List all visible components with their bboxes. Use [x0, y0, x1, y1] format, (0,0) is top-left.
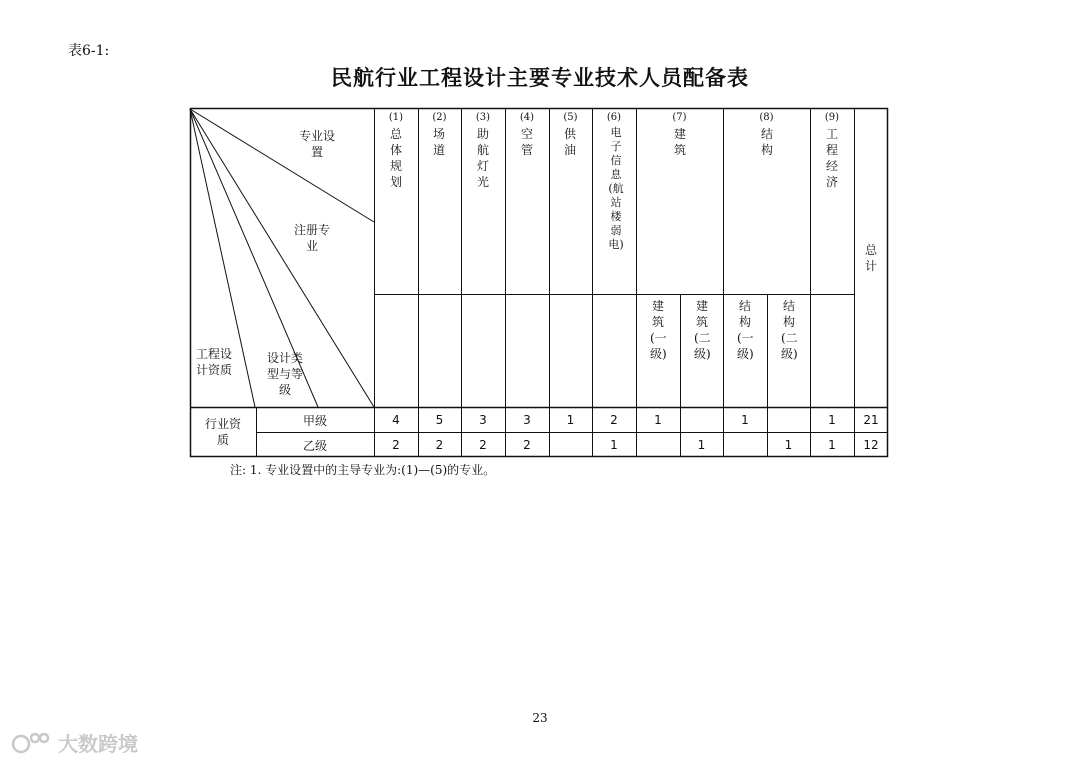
grade-b-cell: 2 [523, 438, 531, 452]
col-5-number: (5) [563, 112, 578, 123]
grade-a-cell: 2 [610, 413, 618, 427]
document-title: 民航行业工程设计主要专业技术人员配备表 [331, 66, 749, 90]
subcol-structure-grade2: 结构(二级) [781, 299, 798, 361]
col-2-number: (2) [432, 112, 447, 123]
col-4-number: (4) [519, 112, 535, 123]
grade-a-cell: 3 [523, 413, 531, 427]
col-3-name: 助航灯光 [476, 127, 489, 189]
row-grade-a-label: 甲级 [302, 414, 327, 428]
col-9-name: 工程经济 [825, 127, 838, 189]
col-9-number: (9) [824, 112, 840, 123]
grade-a-cell: 3 [479, 413, 487, 427]
watermark [10, 728, 138, 757]
table-note: 注: 1. 专业设置中的主导专业为:(1)—(5)的专业。 [230, 463, 496, 477]
total-header: 总计 [864, 243, 877, 273]
grade-a-cell: 1 [654, 413, 662, 427]
col-4-name: 空管 [520, 127, 533, 157]
diag-label-qualification: 工程设计资质 [196, 347, 233, 377]
grade-a-cell: 4 [392, 413, 400, 427]
diag-label-specialty-setting: 专业设置 [298, 129, 335, 159]
diag-label-registered-specialty: 注册专业 [293, 223, 330, 253]
grade-b-cell: 1 [610, 438, 618, 452]
col-8-number: (8) [759, 112, 774, 123]
grade-a-cell: 1 [566, 413, 575, 427]
subcol-architecture-grade1: 建筑(一级) [650, 299, 667, 361]
col-6-name: 电子信息(航站楼弱电) [608, 126, 624, 251]
grade-b-cell: 2 [435, 438, 444, 452]
grade-b-cell: 1 [828, 438, 836, 452]
grade-b-cell: 1 [784, 438, 793, 452]
grade-a-total: 21 [863, 413, 879, 427]
col-5-name: 供油 [563, 127, 576, 157]
grade-b-cell: 1 [697, 438, 706, 452]
row-grade-b-label: 乙级 [302, 439, 327, 453]
subcol-structure-grade1: 结构(一级) [737, 299, 754, 361]
grade-a-cell: 5 [435, 413, 444, 427]
col-1-name: 总体规划 [389, 127, 402, 189]
subcol-architecture-grade2: 建筑(二级) [694, 299, 711, 361]
diag-label-design-type-grade: 设计类型与等级 [266, 351, 303, 397]
col-7-name: 建筑 [673, 127, 686, 157]
watermark-text: 大数跨境 [58, 732, 138, 756]
grade-b-cell: 2 [392, 438, 400, 452]
col-6-number: (6) [606, 112, 622, 123]
grade-b-total: 12 [863, 438, 879, 452]
grade-a-cell: 1 [828, 413, 836, 427]
grade-b-cell: 2 [479, 438, 487, 452]
page-number: 23 [532, 711, 548, 725]
row-group-label: 行业资质 [204, 417, 241, 447]
table-label: 表6-1: [68, 43, 110, 59]
watermark-logo-icon [10, 730, 54, 756]
col-1-number: (1) [388, 112, 404, 123]
col-8-name: 结构 [760, 127, 773, 157]
col-7-number: (7) [672, 112, 687, 123]
grade-a-cell: 1 [741, 413, 749, 427]
col-3-number: (3) [475, 112, 491, 123]
col-2-name: 场道 [432, 127, 445, 157]
